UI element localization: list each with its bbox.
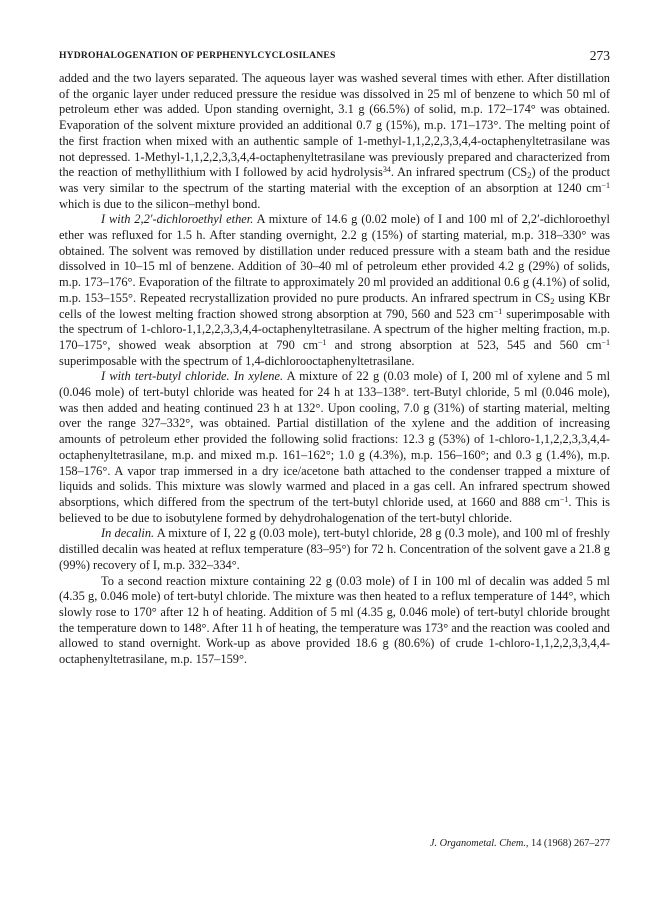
journal-citation — [430, 838, 610, 849]
body-text — [59, 71, 610, 668]
paragraph-dichloroethyl-ether: I with 2,2′-dichloroethyl ether. A mixture of 14.6 g (0.02 mole) of I and 100 ml of 2,2′-dichloroethyl ether was refluxed for 1.5 h. After standing overnight, 2.2 g (15%) of starting material, m.p. 318–330° was obtained. The solvent was removed by distillation under reduced pressure with a steam bath and the residue dissolved in 10–15 ml of benzene. Addition of 30–40 ml of petroleum ether provided 4.2 g (29%) of solids, m.p. 173–176°. Evaporation of the filtrate to approximately 20 ml provided an additional 0.6 g (4.1%) of solid, m.p. 153–155°. Repeated recrystallization provided no pure products. An infrared spectrum in $CS_2$ using KBr cells of the lowest melting fraction showed strong absorption at 790, 560 and 523 $cm^{-1}$ superimposable with the spectrum of 1-chloro-1,1,2,2,3,3,4,4-octaphenyltetrasilane. A spectrum of the higher melting fraction, m.p. 170–175°, showed weak absorption at 790 $cm^{-1}$ and strong absorption at 523, 545 and 560 $cm^{-1}$ superimposable with the spectrum of 1,4-dichlorooctaphenyltetrasilane. — [59, 212, 610, 368]
section-lead: I with tert-butyl chloride. In xylene. — [101, 369, 284, 384]
page-number: 273 — [589, 48, 610, 63]
section-lead: In decalin. — [101, 526, 155, 541]
paragraph-second-reaction: To a second reaction mixture containing 22 g (0.03 mole) of I in 100 ml of decalin was added 5 ml (4.35 g, 0.046 mole) of tert-butyl chloride. The mixture was then heated to a reflux temperature of 144°, which slowly rose to 170° after 12 h of heating. Addition of 5 ml (4.35 g, 0.046 mole) of tert-butyl chloride brought the temperature down to 148°. After 11 h of heating, the temperature was 173° and the reaction was cooled and allowed to stand overnight. Work-up as above provided 18.6 g (80.6%) of crude 1-chloro-1,1,2,2,3,3,4,4-octaphenyltetrasilane, m.p. 157–159°. — [59, 573, 610, 667]
paragraph-tert-butyl-xylene: I with tert-butyl chloride. In xylene. A mixture of 22 g (0.03 mole) of I, 200 ml of xylene and 5 ml (0.046 mole) of tert-butyl chloride was heated for 24 h at 133–138°. tert-Butyl chloride, 5 ml (0.046 mole), was then added and heating continued 23 h at 132°. Upon cooling, 7.0 g (31%) of starting material, melting over the range 327–332°, was obtained. Partial distillation of the xylene and the addition of increasing amounts of petroleum ether provided the following solid fractions: 12.3 g (53%) of 1-chloro-1,1,2,2,3,3,4,4-octaphenyltetrasilane, m.p. and mixed m.p. 161–162°; 1.0 g (4.3%), m.p. 156–160°; and 0.3 g (1.4%), m.p. 158–176°. A vapor trap immersed in a dry ice/acetone bath attached to the condenser trapped a mixture of liquids and solids. This mixture was slowly warmed and placed in a gas cell. An infrared spectrum showed absorptions, which differed from the spectrum of the tert-butyl chloride used, at 1660 and 888 $cm^{-1}$. This is believed to be due to isobutylene formed by dehydrohalogenation of the tert-butyl chloride. — [59, 369, 611, 525]
citation-details: 14 (1968) 267–277 — [528, 838, 610, 849]
paragraph-continuation: added and the two layers separated. The aqueous layer was washed several times with ether. After distillation of the organic layer under reduced pressure the residue was dissolved in 25 ml of benzene to which 50 ml of petroleum ether was added. Upon standing overnight, 3.1 g (66.5%) of solid, m.p. 172–174° was obtained. Evaporation of the solvent mixture provided an additional 0.7 g (15%), m.p. 171–173°. The melting point of the first fraction when mixed with an authentic sample of 1-methyl-1,1,2,2,3,3,4,4-octaphenyltetrasilane was not depressed. 1-Methyl-1,1,2,2,3,3,4,4-octaphenyltetrasilane was previously prepared and characterized from the reaction of methyllithium with I followed by acid hydrolysis$^{34}$. An infrared spectrum $(CS_2)$ of the product was very similar to the spectrum of the starting material with the exception of an absorption at 1240 $cm^{-1}$ which is due to the silicon–methyl bond. — [59, 71, 611, 211]
section-lead: I with 2,2′-dichloroethyl ether. — [101, 212, 254, 227]
running-head — [59, 48, 610, 66]
journal-name: J. Organometal. Chem., — [429, 838, 529, 849]
running-title: HYDROHALOGENATION OF PERPHENYLCYCLOSILANES — [59, 50, 336, 61]
paragraph-decalin: In decalin. A mixture of I, 22 g (0.03 mole), tert-butyl chloride, 28 g (0.3 mole), and 100 ml of freshly distilled decalin was heated at reflux temperature (83–95°) for 72 h. Concentration of the solvent gave a 21.8 g (99%) recovery of I, m.p. 332–334°. — [59, 526, 610, 572]
